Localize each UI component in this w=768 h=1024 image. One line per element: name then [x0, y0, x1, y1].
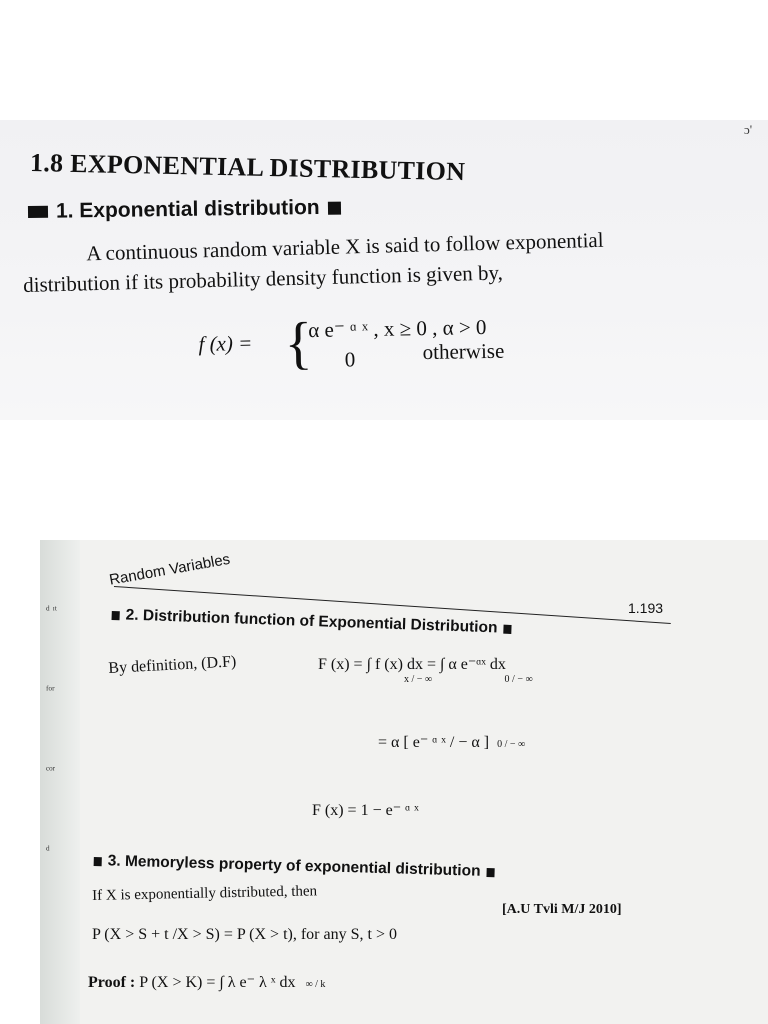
proof-label: Proof : — [88, 974, 136, 991]
df-eq1-text: F (x) = ∫ f (x) dx = ∫ α e⁻ᵅˣ dx — [318, 656, 506, 673]
subheading-text: 3. Memoryless property of exponential distribution — [107, 852, 481, 880]
bullet-square-icon — [112, 610, 120, 619]
proof-limits: ∞ / k — [305, 979, 326, 990]
bullet-square-icon — [94, 856, 102, 865]
left-brace-icon: { — [283, 310, 313, 376]
memoryless-statement: If X is exponentially distributed, then — [92, 883, 318, 904]
end-square-icon — [503, 624, 511, 633]
df-eq2-limits: 0 / − ∞ — [497, 739, 526, 750]
pdf-lhs: f (x) = — [198, 331, 253, 356]
pdf-case-2-value: 0 — [344, 347, 356, 372]
running-head: Random Variables — [108, 550, 232, 589]
end-square-icon — [486, 867, 494, 876]
end-square-icon — [328, 201, 341, 214]
definition-label: By definition, (D.F) — [108, 653, 237, 677]
section-title: 1.8 EXPONENTIAL DISTRIBUTION — [29, 148, 466, 187]
margin-annotations: ᵈ ᶦᵗ ᶠᵒʳ ᶜᵒʳ ᵈ — [46, 603, 58, 857]
page-number: 1.193 — [628, 600, 664, 616]
corner-mark: ɔ' — [744, 122, 753, 137]
df-eq1-limits — [404, 674, 533, 685]
df-equation-3: F (x) = 1 − e⁻ ᵅ ˣ — [312, 802, 419, 819]
subheading-text: 1. Exponential distribution — [55, 195, 320, 223]
limits-b: 0 / − ∞ — [504, 674, 533, 685]
paragraph-line: A continuous random variable X is said to follow exponential — [86, 227, 604, 266]
proof-equation: P (X > K) = ∫ λ e⁻ λ ˣ dx — [139, 974, 296, 991]
proof-line — [88, 972, 325, 992]
pdf-case-2-condition: otherwise — [422, 338, 505, 365]
bullet-square-icon — [28, 206, 48, 218]
exam-citation: [A.U Tvli M/J 2010] — [502, 902, 622, 917]
df-eq2-text: = α [ e⁻ ᵅ ˣ / − α ] — [378, 734, 490, 751]
paragraph-line: distribution if its probability density function is given by, — [22, 260, 504, 297]
pdf-case-1: α e⁻ ᵅ ˣ , x ≥ 0 , α > 0 — [308, 314, 487, 343]
memoryless-equation: P (X > S + t /X > S) = P (X > t), for any S, t > 0 — [92, 926, 397, 943]
subheading-exponential — [28, 196, 341, 224]
df-equation-1 — [318, 654, 533, 685]
df-equation-2 — [378, 732, 525, 752]
limits-a: x / − ∞ — [404, 674, 433, 685]
subheading-text: 2. Distribution function of Exponential Distribution — [125, 606, 498, 637]
